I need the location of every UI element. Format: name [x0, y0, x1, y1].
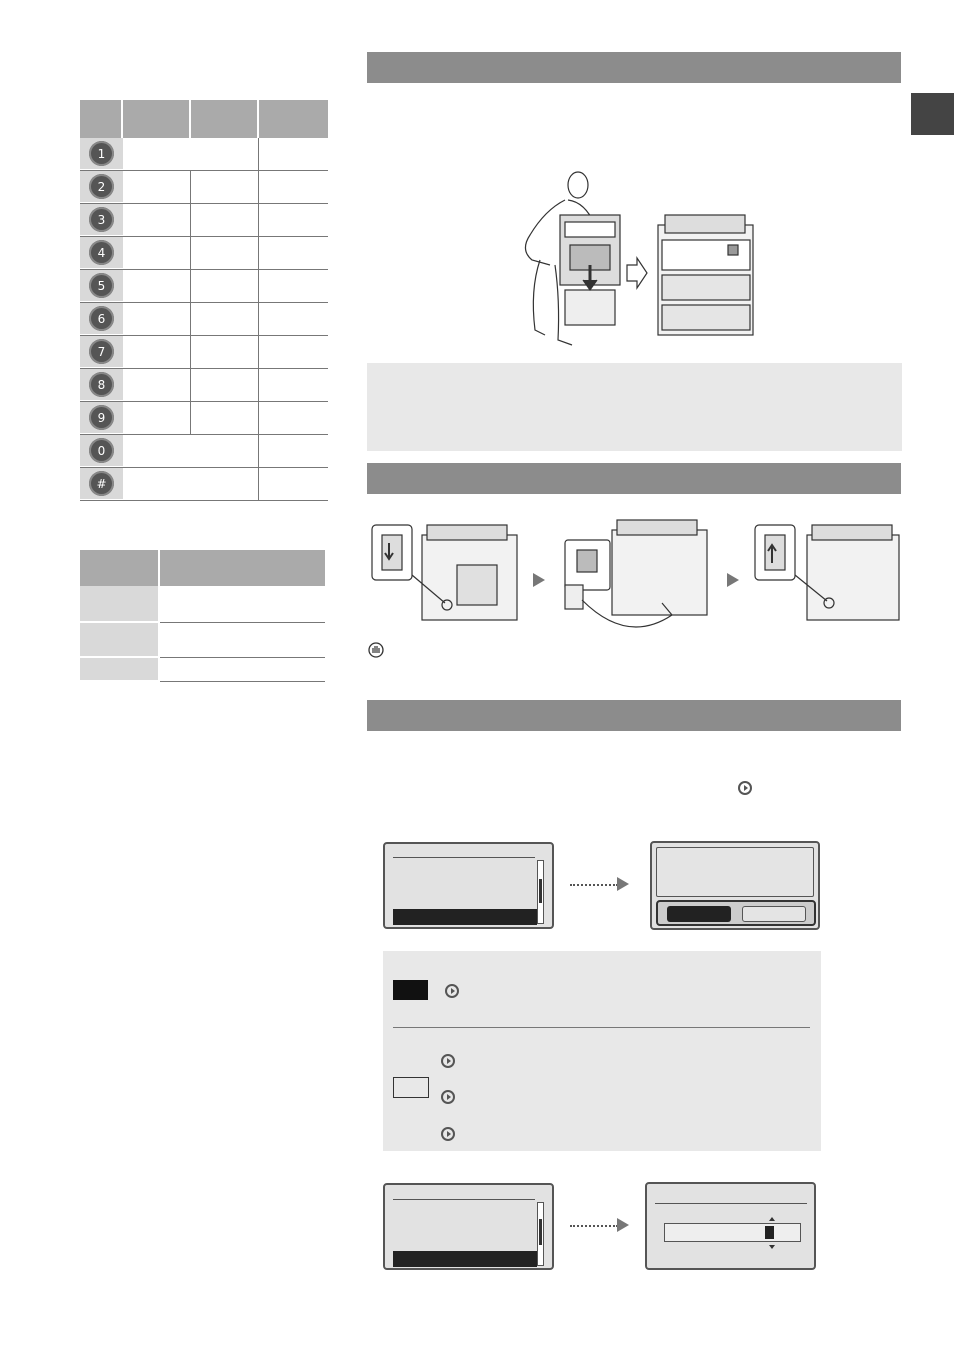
- lcd-cursor: [765, 1226, 774, 1239]
- lcd-screen-menu-1: [383, 842, 554, 929]
- key-table-row: [80, 468, 328, 501]
- flow-arrow-icon: [617, 877, 629, 891]
- key-table-row: [80, 270, 328, 303]
- lcd-yes-button[interactable]: [667, 906, 731, 922]
- arrow-right-circle-icon: [738, 781, 752, 795]
- option-white-key: [393, 1077, 429, 1098]
- option-black-key: [393, 980, 428, 1000]
- key-7-icon: 7: [89, 339, 114, 364]
- lcd-input-field[interactable]: [664, 1223, 801, 1242]
- section-header-1: [367, 52, 901, 83]
- key-3-icon: 3: [89, 207, 114, 232]
- key-table-row: [80, 303, 328, 336]
- flow-dotted-line: [570, 1225, 618, 1227]
- lcd-no-button[interactable]: [742, 906, 806, 922]
- key-5-icon: 5: [89, 273, 114, 298]
- flow-dotted-line: [570, 884, 618, 886]
- key-table-row: [80, 204, 328, 237]
- lcd-selected-row: [393, 909, 537, 925]
- key-table-row: [80, 402, 328, 435]
- key-table-row: [80, 336, 328, 369]
- key-table-row: [80, 171, 328, 204]
- key-table: [80, 100, 328, 501]
- lcd-screen-menu-2: [383, 1183, 554, 1270]
- key-4-icon: 4: [89, 240, 114, 265]
- section-header-2: [367, 463, 901, 494]
- key-table-header: [80, 100, 328, 138]
- note-box-1: [367, 363, 902, 451]
- power-connection-illustration: [367, 515, 902, 640]
- key-2-icon: 2: [89, 174, 114, 199]
- lcd-selected-row: [393, 1251, 537, 1267]
- key-0-icon: 0: [89, 438, 114, 463]
- mode-table: [80, 550, 325, 682]
- key-hash-icon: #: [89, 471, 114, 496]
- arrow-right-circle-icon: [441, 1054, 455, 1068]
- install-printer-illustration: [510, 170, 760, 355]
- arrow-right-circle-icon: [445, 984, 459, 998]
- key-table-row: [80, 237, 328, 270]
- arrow-right-circle-icon: [441, 1090, 455, 1104]
- key-8-icon: 8: [89, 372, 114, 397]
- lcd-screen-input: [645, 1182, 816, 1270]
- chapter-tab: [911, 93, 954, 135]
- arrow-right-circle-icon: [441, 1127, 455, 1141]
- options-panel: [383, 951, 821, 1151]
- key-1-icon: 1: [89, 141, 114, 166]
- key-table-row: [80, 435, 328, 468]
- key-6-icon: 6: [89, 306, 114, 331]
- important-icon: [368, 642, 384, 658]
- lcd-screen-dialog: [650, 841, 820, 930]
- key-table-row: [80, 138, 328, 171]
- section-header-3: [367, 700, 901, 731]
- flow-arrow-icon: [617, 1218, 629, 1232]
- key-table-row: [80, 369, 328, 402]
- key-9-icon: 9: [89, 405, 114, 430]
